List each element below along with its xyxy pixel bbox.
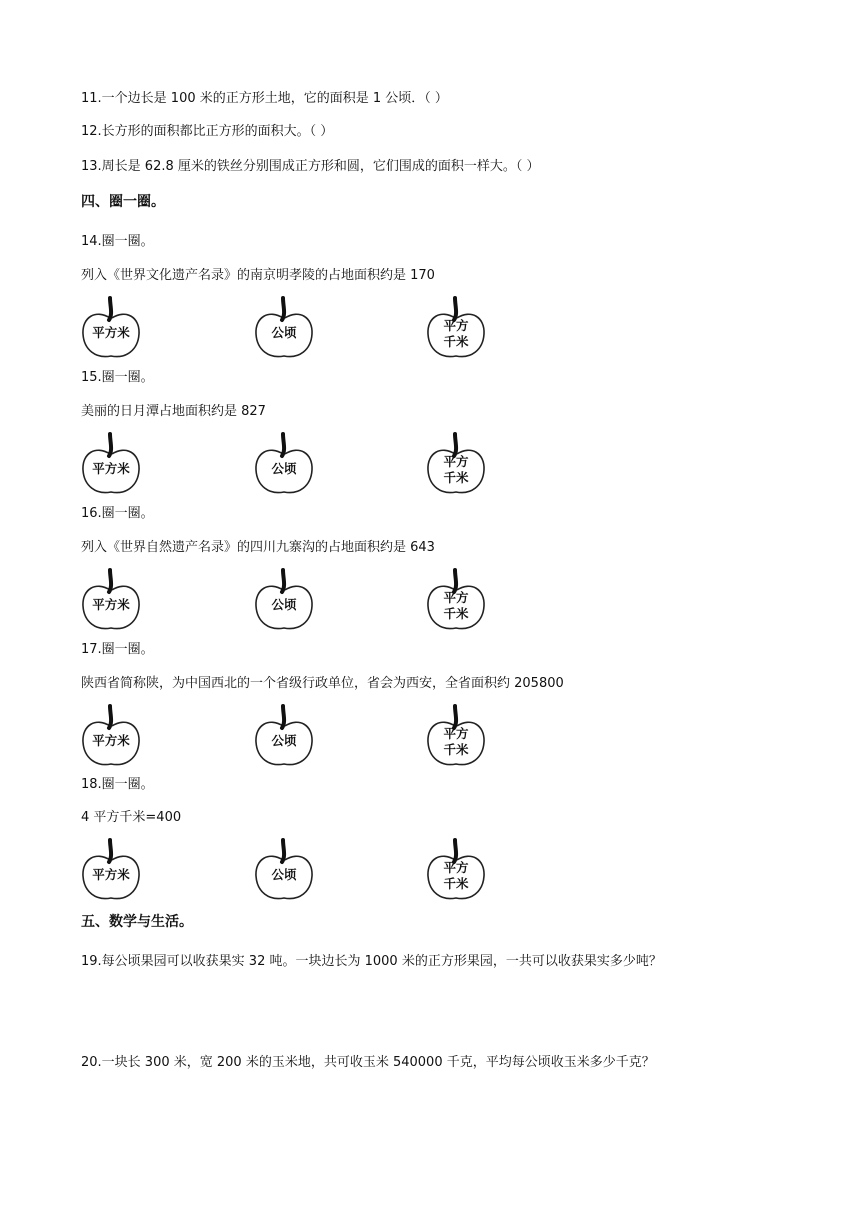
question-20: 20.一块长 300 米，宽 200 米的玉米地，共可收玉米 540000 千克，平均每公顷收玉米多少千克？ (81, 1055, 655, 1070)
apple-label: 公顷 (271, 461, 297, 476)
apple-label-line-1: 平方 (443, 454, 469, 469)
question-15-label: 15.圈一圈。 (81, 370, 154, 385)
apple-option-sq-m[interactable] (80, 432, 142, 498)
question-18-label: 18.圈一圈。 (81, 777, 154, 792)
section-5-title: 五、数学与生活。 (81, 914, 193, 930)
apple-label-line-2: 千米 (443, 876, 469, 891)
apple-label-line-1: 平方 (443, 318, 469, 333)
apple-option-sq-km[interactable] (425, 838, 487, 904)
apple-label: 平方米 (92, 733, 130, 748)
apple-option-sq-m[interactable] (80, 838, 142, 904)
apple-label: 公顷 (271, 325, 297, 340)
apple-label: 平方米 (92, 325, 130, 340)
apple-option-sq-m[interactable] (80, 704, 142, 770)
question-16-label: 16.圈一圈。 (81, 506, 154, 521)
apple-option-sq-km[interactable] (425, 568, 487, 634)
apple-label (425, 726, 487, 758)
apple-label-line-1: 平方 (443, 726, 469, 741)
apple-label (425, 590, 487, 622)
apple-option-hectare[interactable] (253, 432, 315, 498)
question-17-text: 陕西省简称陕，为中国西北的一个省级行政单位，省会为西安，全省面积约 205800 (81, 676, 564, 691)
question-17-label: 17.圈一圈。 (81, 642, 154, 657)
question-16-text: 列入《世界自然遗产名录》的四川九寨沟的占地面积约是 643 (81, 540, 435, 555)
question-14-text: 列入《世界文化遗产名录》的南京明孝陵的占地面积约是 170 (81, 268, 435, 283)
apple-option-hectare[interactable] (253, 296, 315, 362)
apple-label-line-2: 千米 (443, 334, 469, 349)
question-18-text: 4 平方千米=400 (81, 810, 182, 825)
apple-label: 平方米 (92, 867, 130, 882)
apple-option-sq-km[interactable] (425, 704, 487, 770)
apple-label: 平方米 (92, 597, 130, 612)
apple-label: 公顷 (271, 867, 297, 882)
apple-option-hectare[interactable] (253, 568, 315, 634)
question-12: 12.长方形的面积都比正方形的面积大。（ ） (81, 124, 334, 139)
apple-option-sq-km[interactable] (425, 296, 487, 362)
apple-label-line-2: 千米 (443, 606, 469, 621)
apple-label: 公顷 (271, 733, 297, 748)
apple-label (425, 318, 487, 350)
apple-label-line-1: 平方 (443, 590, 469, 605)
apple-label (425, 454, 487, 486)
question-14-label: 14.圈一圈。 (81, 234, 154, 249)
question-19: 19.每公顷果园可以收获果实 32 吨。一块边长为 1000 米的正方形果园，一共可以收获果实多少吨？ (81, 954, 662, 969)
apple-option-hectare[interactable] (253, 838, 315, 904)
question-11: 11.一个边长是 100 米的正方形土地，它的面积是 1 公顷．（ ） (81, 91, 448, 106)
question-15-text: 美丽的日月潭占地面积约是 827 (81, 404, 266, 419)
apple-option-sq-m[interactable] (80, 296, 142, 362)
question-13: 13.周长是 62.8 厘米的铁丝分别围成正方形和圆，它们围成的面积一样大。（ ） (81, 159, 540, 174)
apple-label-line-2: 千米 (443, 470, 469, 485)
apple-option-sq-km[interactable] (425, 432, 487, 498)
apple-label (425, 860, 487, 892)
apple-option-hectare[interactable] (253, 704, 315, 770)
section-4-title: 四、圈一圈。 (81, 194, 165, 210)
apple-label-line-1: 平方 (443, 860, 469, 875)
apple-label-line-2: 千米 (443, 742, 469, 757)
apple-option-sq-m[interactable] (80, 568, 142, 634)
apple-label: 公顷 (271, 597, 297, 612)
apple-label: 平方米 (92, 461, 130, 476)
